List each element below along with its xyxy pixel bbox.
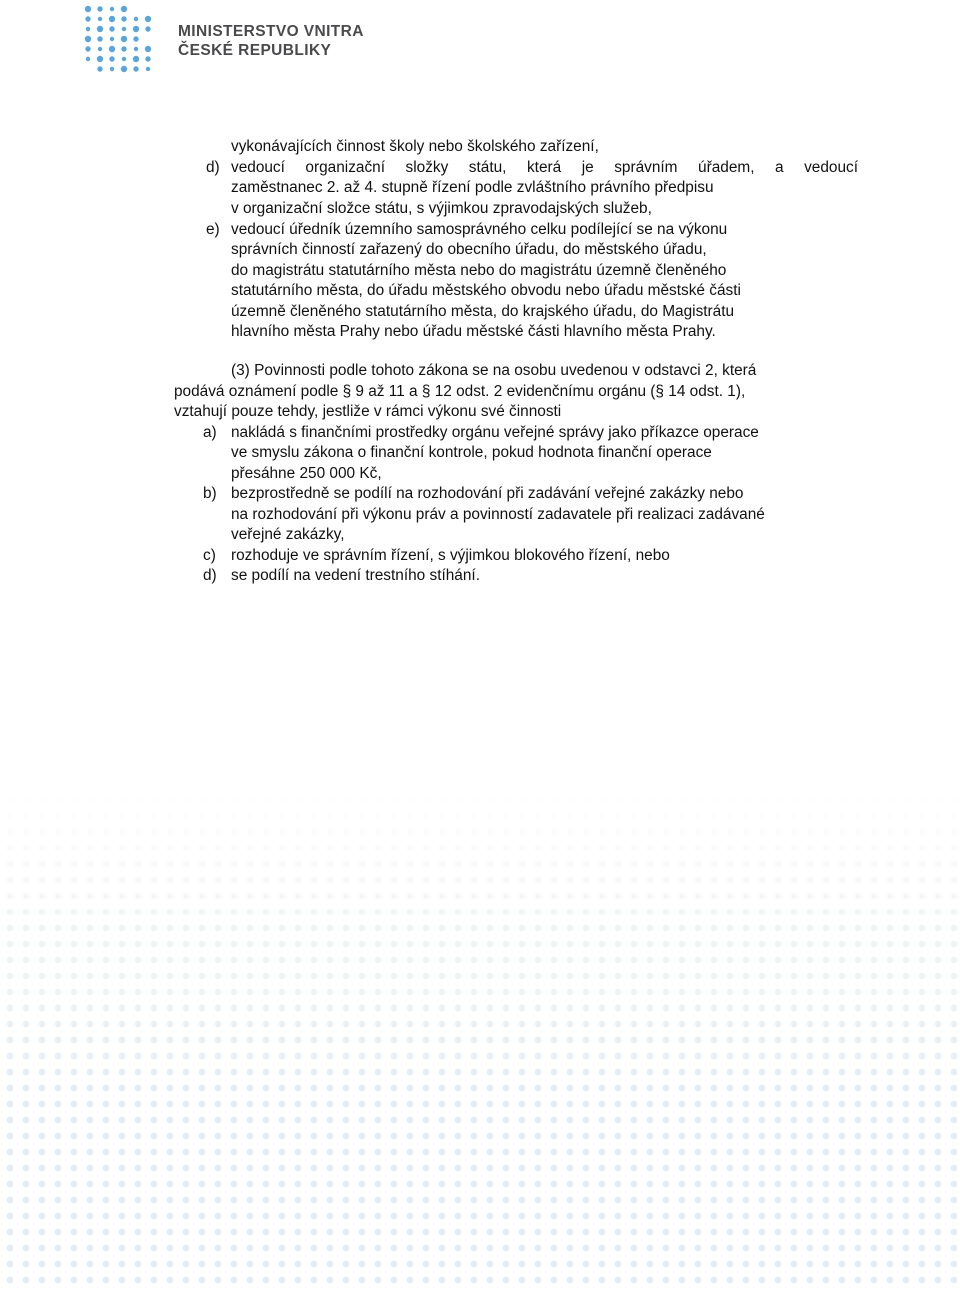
- logo-dot: [98, 17, 102, 21]
- logo-dot: [133, 56, 139, 62]
- logo-dot-grid-icon: [82, 4, 166, 74]
- para3-item-b-line-2: na rozhodování při výkonu práv a povinností zadavatele při realizaci zadávané: [231, 506, 765, 523]
- logo-dot: [133, 26, 139, 32]
- logo-dot: [121, 66, 127, 72]
- logo-dot: [121, 46, 126, 51]
- logo-dot: [121, 36, 127, 42]
- logo-dot: [109, 16, 115, 22]
- intro-line: vykonávajících činnost školy nebo školského zařízení,: [231, 138, 599, 155]
- item-e-line-6: hlavního města Prahy nebo úřadu městské části hlavního města Prahy.: [231, 323, 716, 340]
- logo-dot: [85, 36, 91, 42]
- logo-dot: [145, 26, 150, 31]
- logo-dot: [145, 16, 151, 22]
- logo-dot: [134, 17, 138, 21]
- para3-line-1: (3) Povinnosti podle tohoto zákona se na osobu uvedenou v odstavci 2, která: [231, 362, 757, 379]
- para3-item-c-line-1: rozhoduje ve správním řízení, s výjimkou blokového řízení, nebo: [231, 547, 670, 564]
- item-d-line-1: vedoucí organizační složky státu, která je správním úřadem, a vedoucí: [231, 159, 858, 176]
- logo-dot: [109, 26, 114, 31]
- para3-item-b-line-1: bezprostředně se podílí na rozhodování při zadávání veřejné zakázky nebo: [231, 485, 744, 502]
- item-e-line-5: územně členěného statutárního města, do krajského úřadu, do Magistrátu: [231, 303, 735, 320]
- logo-dot: [97, 6, 102, 11]
- logo-dot: [145, 46, 151, 52]
- logo-dot: [97, 26, 103, 32]
- item-e-line-4: statutárního města, do úřadu městského obvodu nebo úřadu městské části: [231, 282, 741, 299]
- logo-dot: [121, 16, 126, 21]
- logo-dot: [145, 56, 150, 61]
- logo-dot: [109, 46, 115, 52]
- logo-line-1: MINISTERSTVO VNITRA: [178, 23, 364, 40]
- logo-dot: [122, 27, 126, 31]
- background-dot-pattern: [0, 790, 960, 1291]
- logo-dot: [110, 7, 114, 11]
- para3-line-3: vztahují pouze tehdy, jestliže v rámci výkonu své činnosti: [174, 403, 562, 420]
- logo-dot: [146, 67, 150, 71]
- para3-item-a-label: a): [203, 424, 217, 441]
- logo-dot: [110, 37, 114, 41]
- para3-item-d-line-1: se podílí na vedení trestního stíhání.: [231, 567, 480, 584]
- logo-dot: [133, 36, 138, 41]
- logo-dot: [109, 56, 114, 61]
- item-e-line-1: vedoucí úředník územního samosprávného celku podílející se na výkonu: [231, 221, 728, 238]
- logo-dot: [98, 47, 102, 51]
- logo-dot: [110, 67, 114, 71]
- item-e-line-3: do magistrátu statutárního města nebo do magistrátu územně členěného: [231, 262, 727, 279]
- para3-item-a-line-2: ve smyslu zákona o finanční kontrole, pokud hodnota finanční operace: [231, 444, 712, 461]
- logo-dot: [86, 57, 90, 61]
- para3-item-a-line-3: přesáhne 250 000 Kč,: [231, 465, 382, 482]
- para3-item-b-label: b): [203, 485, 217, 502]
- item-d-line-2: zaměstnanec 2. až 4. stupně řízení podle zvláštního právního předpisu: [231, 179, 714, 196]
- logo-dot: [97, 66, 102, 71]
- logo-dot: [122, 57, 126, 61]
- logo-dot: [85, 16, 90, 21]
- para3-item-b-line-3: veřejné zakázky,: [231, 526, 345, 543]
- para3-item-d-label: d): [203, 567, 217, 584]
- logo-dot: [121, 6, 127, 12]
- para3-item-c-label: c): [203, 547, 216, 564]
- logo-dot: [85, 46, 90, 51]
- logo-dot: [133, 66, 138, 71]
- item-e-label: e): [206, 221, 220, 238]
- item-d-label: d): [206, 159, 220, 176]
- para3-line-2: podává oznámení podle § 9 až 11 a § 12 odst. 2 evidenčnímu orgánu (§ 14 odst. 1),: [174, 383, 746, 400]
- logo-dot: [85, 6, 91, 12]
- logo-dot: [97, 36, 102, 41]
- para3-item-a-line-1: nakládá s finančními prostředky orgánu veřejné správy jako příkazce operace: [231, 424, 759, 441]
- ministry-logo: [82, 0, 372, 74]
- logo-text: [178, 22, 364, 60]
- logo-line-2: ČESKÉ REPUBLIKY: [178, 42, 332, 59]
- logo-dot: [97, 56, 103, 62]
- item-d-line-3: v organizační složce státu, s výjimkou zpravodajských služeb,: [231, 200, 652, 217]
- logo-dot: [134, 47, 138, 51]
- logo-dot: [86, 27, 90, 31]
- item-e-line-2: správních činností zařazený do obecního úřadu, do městského úřadu,: [231, 241, 707, 258]
